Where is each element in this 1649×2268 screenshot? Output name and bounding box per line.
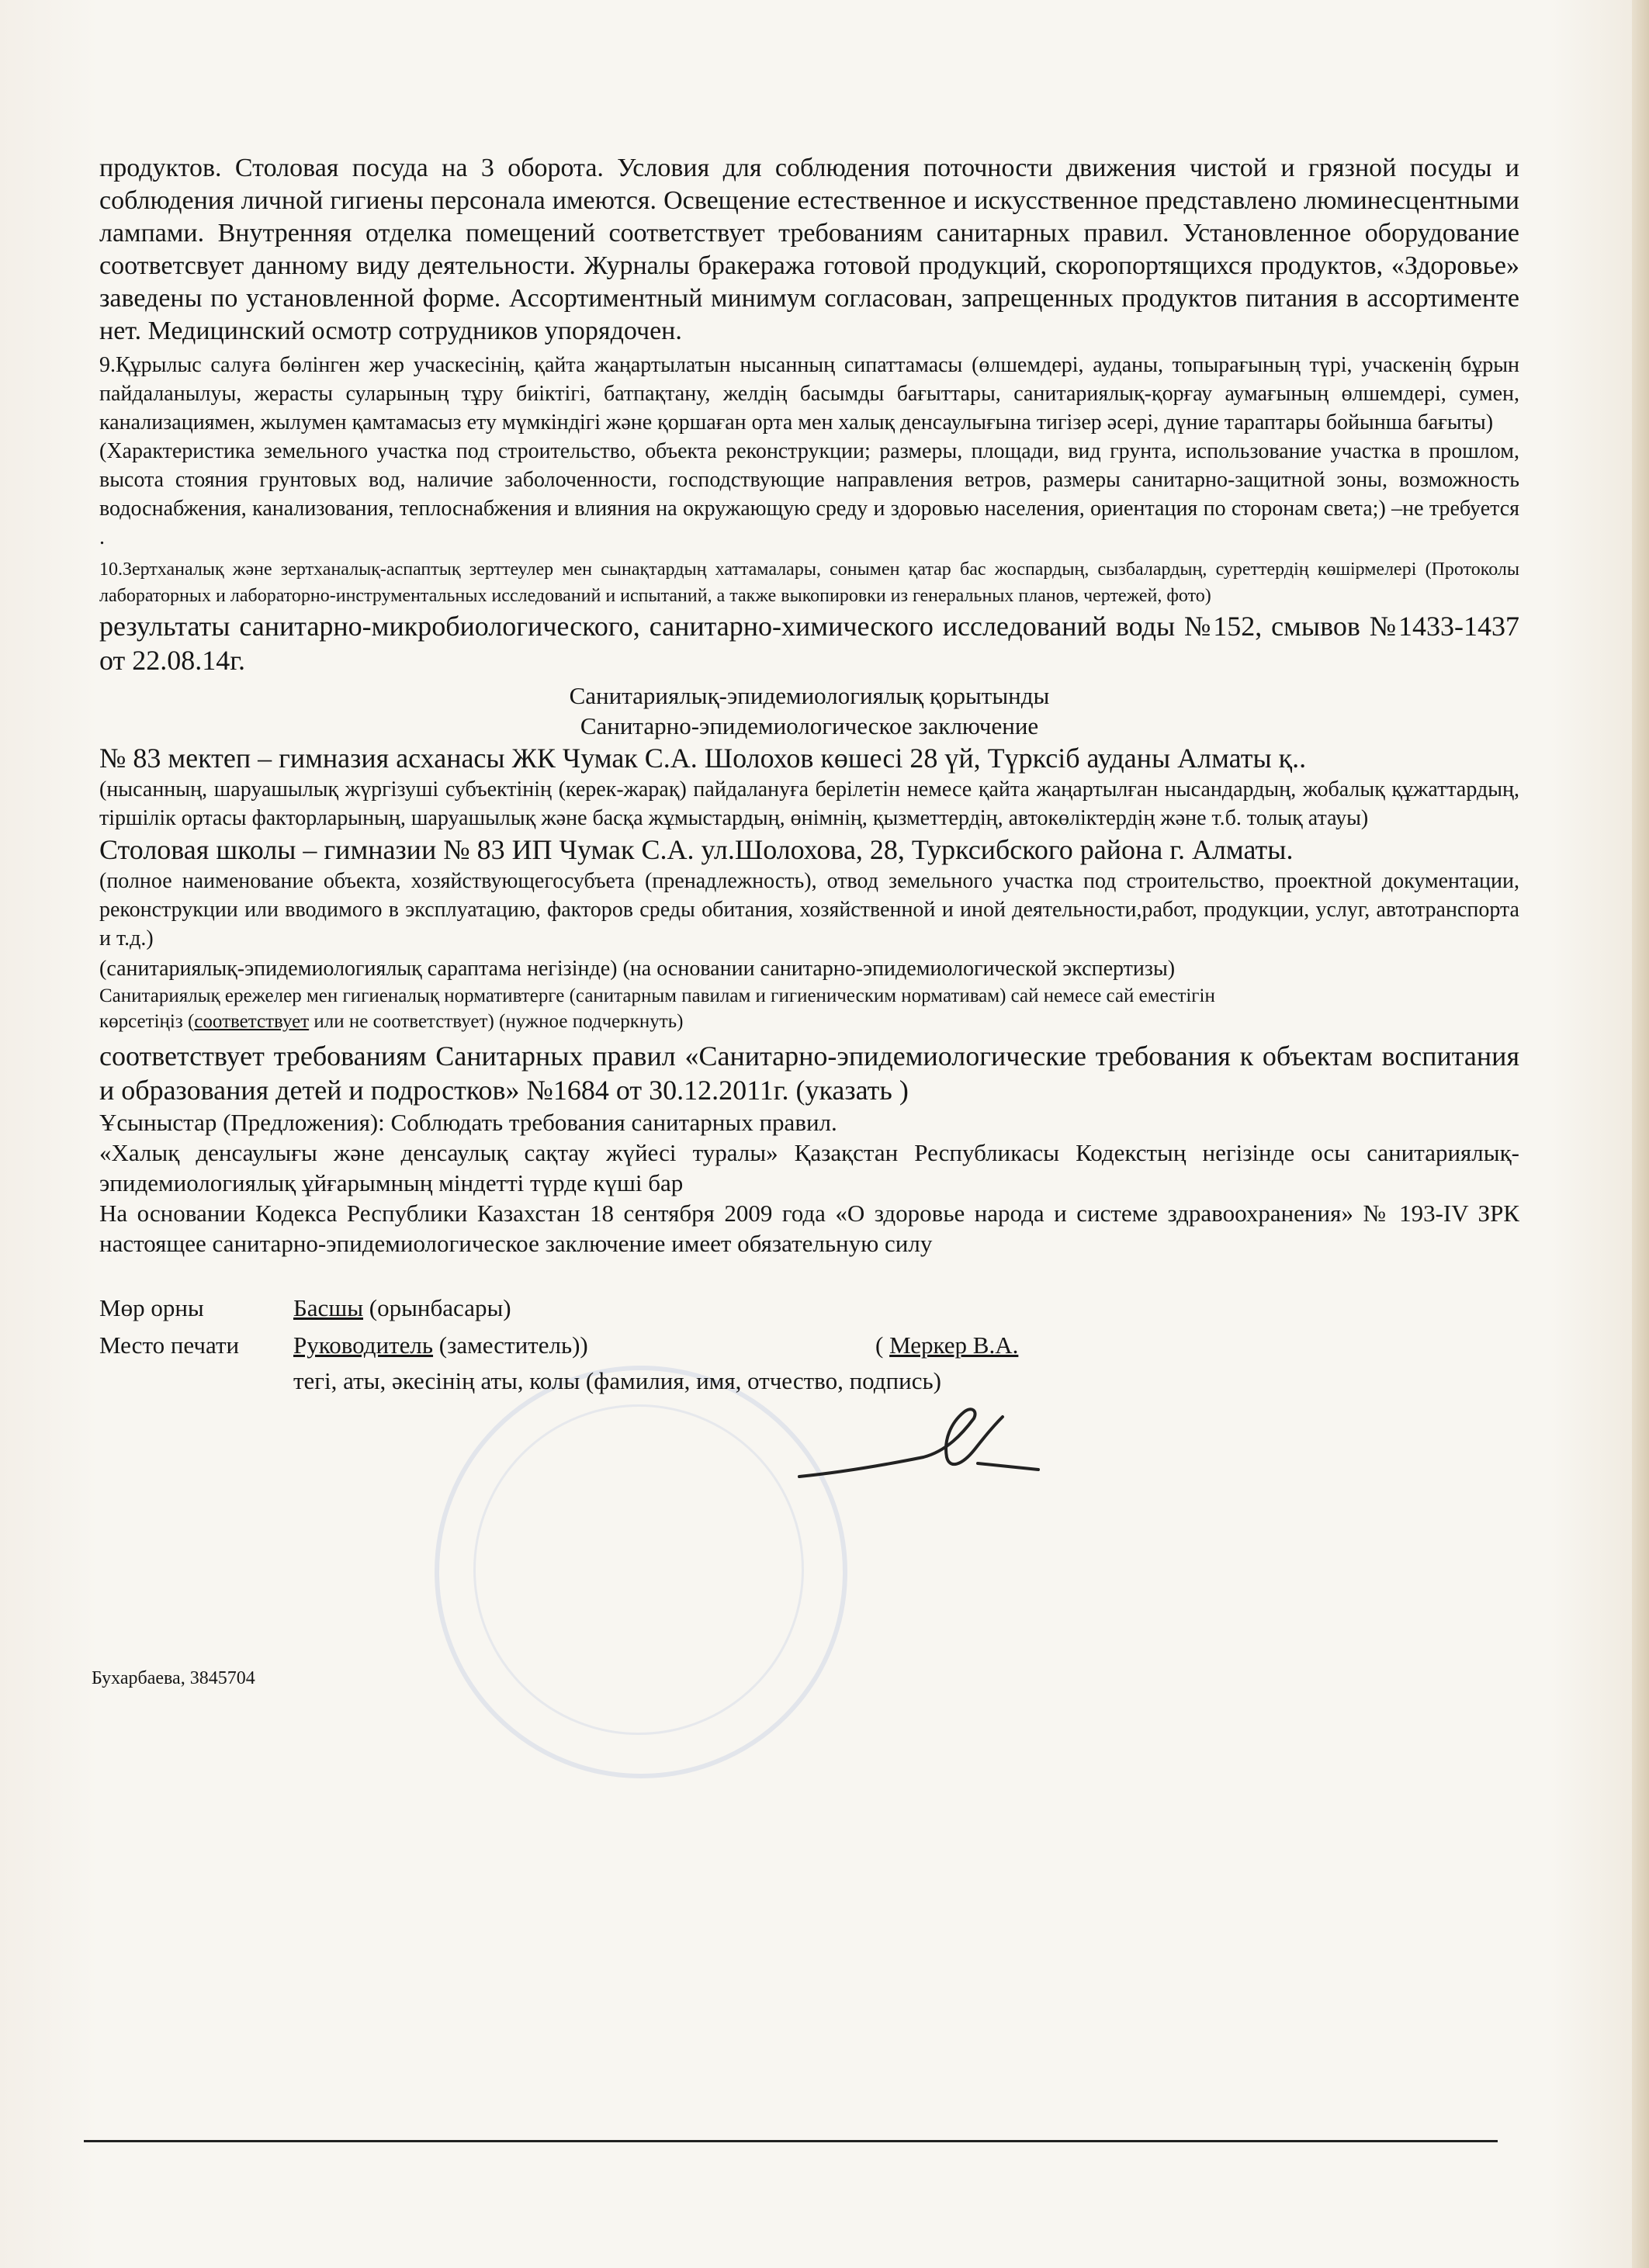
object-name-ru: Столовая школы – гимназии № 83 ИП Чумак С.А. ул.Шолохова, 28, Турксибского района г. Алматы. xyxy=(99,834,1294,865)
contact-footer: Бухарбаева, 3845704 xyxy=(92,1668,255,1688)
expertise-basis: (санитариялық-эпидемиологиялық сараптама негізінде) (на основании санитарно-эпидемиологической экспертизы) xyxy=(99,957,1176,981)
section-9-kk: 9.Құрылыс салуға бөлінген жер учаскесінің, қайта жаңартылатын нысанның сипаттамасы (өлшемдері, ауданы, топырағының түрі, учаскенің бұрын пайдаланылуы, жерасты суларының тұру биіктігі, батпақтану, желдің басымды бағыттары, санитариялық-қорғау аумағының өлшемдері, сумен, канализациямен, жылумен қамтамасыз ету мүмкіндігі және қоршаған орта мен халық денсаулығына тигізер әсері, дүние тараптары бойынша бағыты) xyxy=(99,353,1519,435)
compliance-line-2: көрсетіңіз (соответствует или не соответствует) (нужное подчеркнуть) xyxy=(99,1011,684,1032)
legal-basis-kk: «Халық денсаулығы және денсаулық сақтау жүйесі туралы» Қазақстан Республикасы Кодекстың негізінде осы санитариялық-эпидемиологиялық ұйғарымның міндетті түрде күші бар xyxy=(99,1139,1519,1196)
bottom-divider xyxy=(84,2140,1498,2142)
signature-row-3 xyxy=(99,1358,1519,1404)
signature-caption: тегі, аты, әкесінің аты, колы (фамилия, имя, отчество, подпись) xyxy=(293,1367,941,1394)
object-name-kk: № 83 мектеп – гимназия асханасы ЖК Чумак С.А. Шолохов көшесі 28 үй, Түрксіб ауданы Алматы қ.. xyxy=(99,743,1307,774)
object-caption-kk: (нысанның, шаруашылық жүргізуші субъектінің (керек-жарақ) пайдалануға берілетін немесе қайта жаңартылған нысандардың, жобалық құжаттардың, тіршілік ортасы факторларының, шаруашылық және басқа жұмыстардың, өнімнің, қызметтердің, автокөліктердің және т.б. толық атауы) xyxy=(99,777,1519,830)
para-description: продуктов. Столовая посуда на 3 оборота. Условия для соблюдения поточности движения чистой и грязной посуды и соблюдения личной гигиены персонала имеются. Освещение естественное и искусственное представлено люминесцентными лампами. Внутренняя отделка помещений соответствует требованиям санитарных правил. Установленное оборудование соответсвует данному виду деятельности. Журналы бракеража готовой продукций, скоропортящихся продуктов, «Здоровье» заведены по установленной форме. Ассортиментный минимум согласован, запрещенных продуктов питания в ассортименте нет. Медицинский осмотр сотрудников упорядочен. xyxy=(99,154,1519,345)
seal-place-ru: Место печати xyxy=(99,1331,240,1359)
compliance-statement: соответствует требованиям Санитарных правил «Санитарно-эпидемиологические требования к объектам воспитания и образования детей и подростков» №1684 от 30.12.2011г. (указать ) xyxy=(99,1041,1519,1106)
paper-edge xyxy=(1632,0,1649,2268)
signer-name: ( Меркер В.А. xyxy=(875,1331,1019,1359)
document-body xyxy=(99,152,1519,1404)
head-ru: Руководитель (заместитель)) xyxy=(293,1331,588,1359)
title-ru: Санитарно-эпидемиологическое заключение xyxy=(580,712,1039,739)
stamp-faded-inner xyxy=(473,1404,804,1735)
section-10-result: результаты санитарно-микробиологического, санитарно-химического исследований воды №152, смывов №1433-1437 от 22.08.14г. xyxy=(99,611,1519,676)
compliance-line-1: Санитариялық ережелер мен гигиеналық нормативтерге (санитарным павилам и гигиеническим нормативам) сай немесе сай еместігін xyxy=(99,985,1215,1006)
title-kk: Санитариялық-эпидемиологиялық қорытынды xyxy=(569,682,1050,709)
signature-icon xyxy=(792,1403,1048,1488)
section-9-ru: (Характеристика земельного участка под строительство, объекта реконструкции; размеры, площади, вид грунта, использование участка в прошлом, высота стояния грунтовых вод, наличие заболоченности, господствующие направления ветров, размеры санитарно-защитной зоны, возможность водоснабжения, канализования, теплоснабжения и влияния на окружающую среду и здоровью населения, ориентация по сторонам света;) –не требуется . xyxy=(99,439,1519,549)
section-10-kk: 10.Зертханалық және зертханалық-аспаптық зерттеулер мен сынақтардың хаттамалары, сонымен қатар бас жоспардың, сызбалардың, суреттердің көшірмелері (Протоколы лабораторных и лабораторно-инструментальных исследований и испытаний, а также выкопировки из генеральных планов, чертежей, фото) xyxy=(99,559,1519,606)
proposals: Ұсыныстар (Предложения): Соблюдать требования санитарных правил. xyxy=(99,1109,837,1136)
object-caption-ru: (полное наименование объекта, хозяйствующегосубъета (пренадлежность), отвод земельного участка под строительство, проектной документации, реконструкции или вводимого в эксплуатацию, факторов среды обитания, хозяйственной и иной деятельности,работ, продукции, услуг, автотранспорта и т.д.) xyxy=(99,869,1519,950)
seal-place-kk: Мөр орны xyxy=(99,1294,204,1321)
legal-basis-ru: На основании Кодекса Республики Казахстан 18 сентября 2009 года «О здоровье народа и системе здравоохранения» № 193-IV ЗРК настоящее санитарно-эпидемиологическое заключение имеет обязательную силу xyxy=(99,1200,1519,1257)
head-kk: Басшы (орынбасары) xyxy=(293,1294,511,1321)
